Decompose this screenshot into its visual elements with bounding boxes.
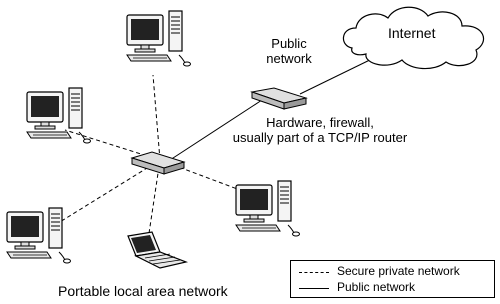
desktop-computer-icon: [7, 208, 71, 263]
firewall-label-line2: usually part of a TCP/IP router: [232, 129, 408, 145]
legend: [290, 260, 495, 298]
portable-lan-label: Portable local area network: [58, 283, 228, 299]
desktop-computer-icon: [236, 181, 300, 236]
legend-public-label: Public network: [337, 280, 416, 294]
public-network-label: [258, 37, 320, 67]
laptop-icon: [128, 232, 186, 268]
router-icon: [252, 88, 306, 109]
legend-solid-line: [299, 288, 329, 289]
legend-row-private: [291, 264, 494, 280]
legend-row-public: [291, 280, 494, 296]
public-network-label-line1: Public: [271, 36, 307, 51]
desktop-computer-icon: [27, 88, 91, 143]
legend-private-label: Secure private network: [337, 264, 460, 278]
hub-icon: [132, 152, 184, 174]
firewall-label: [200, 116, 440, 146]
firewall-label-line1: Hardware, firewall,: [266, 115, 374, 130]
public-network-label-line2: network: [266, 50, 312, 66]
desktop-computer-icon: [127, 11, 191, 66]
internet-label: Internet: [388, 25, 436, 41]
legend-dashed-line: [299, 272, 329, 273]
